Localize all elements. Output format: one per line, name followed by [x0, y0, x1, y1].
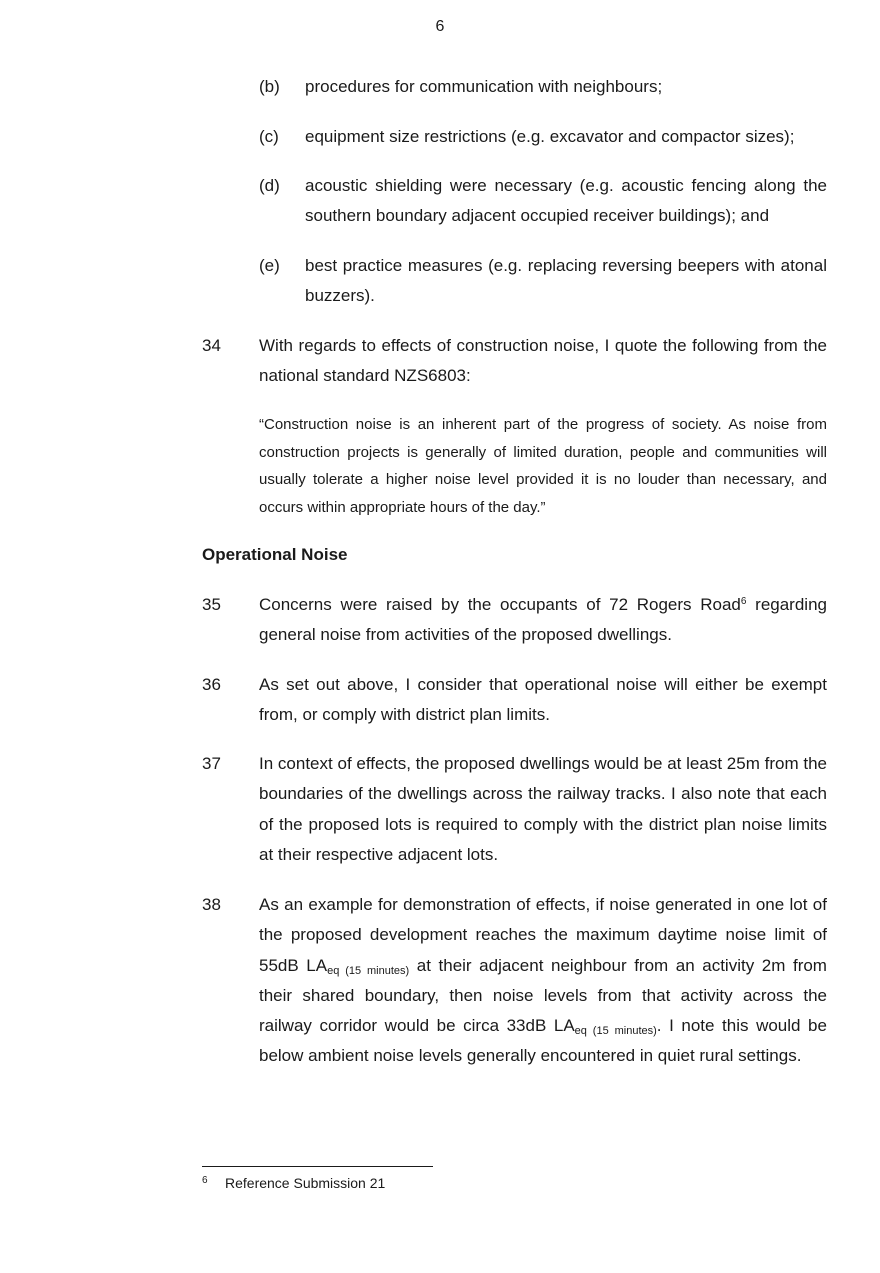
page-number: 6 — [435, 18, 445, 35]
list-label: (c) — [259, 127, 279, 146]
paragraph-number: 35 — [202, 595, 221, 614]
paragraph-38: As an example for demonstration of effects, if noise generated in one lot of the proposed development reaches the maximum daytime noise limit of 55dB $LA_{eq (15 minutes)}$ at their adjacent neighbour from an activity 2m from their shared boundary, then noise levels from that activity across the railway corridor would be circa 33dB $LA_{eq (15 minutes)}$. I note this would be below ambient noise levels generally encountered in quiet rural settings. — [259, 895, 827, 1066]
block-quote: “Construction noise is an inherent part of the progress of society. As noise from construction projects is generally of limited duration, people and communities will usually tolerate a higher noise level provided it is no louder than necessary, and occurs within appropriate hours of the day.” — [259, 416, 827, 516]
list-label: (d) — [259, 176, 280, 195]
list-label: (b) — [259, 77, 280, 96]
paragraph-37: In context of effects, the proposed dwellings would be at least 25m from the boundaries of the dwellings across the railway tracks. I also note that each of the proposed lots is required to comply with the district plan noise limits at their respective adjacent lots. — [259, 754, 827, 864]
footnote-number: 6 — [202, 1175, 208, 1186]
paragraph-number: 34 — [202, 336, 221, 355]
paragraph-number: 38 — [202, 895, 221, 914]
footnote-divider — [202, 1166, 433, 1167]
footnote-text: Reference Submission 21 — [225, 1175, 386, 1191]
paragraph-35: Concerns were raised by the occupants of 72 Rogers Road$^6$ regarding general noise from activities of the proposed dwellings. — [259, 595, 827, 645]
list-text: acoustic shielding were necessary (e.g. acoustic fencing along the southern boundary adjacent occupied receiver buildings); and — [305, 176, 827, 226]
list-text: equipment size restrictions (e.g. excavator and compactor sizes); — [305, 127, 795, 146]
paragraph-number: 37 — [202, 754, 221, 773]
paragraph-number: 36 — [202, 675, 221, 694]
list-label: (e) — [259, 256, 280, 275]
section-heading: Operational Noise — [202, 545, 348, 564]
list-text: procedures for communication with neighbours; — [305, 77, 663, 96]
list-text: best practice measures (e.g. replacing reversing beepers with atonal buzzers). — [305, 256, 827, 306]
footnote-ref[interactable]: 6 — [740, 596, 747, 607]
paragraph-34: With regards to effects of construction noise, I quote the following from the national standard NZS6803: — [259, 336, 827, 386]
paragraph-36: As set out above, I consider that operational noise will either be exempt from, or comply with district plan limits. — [259, 675, 827, 725]
